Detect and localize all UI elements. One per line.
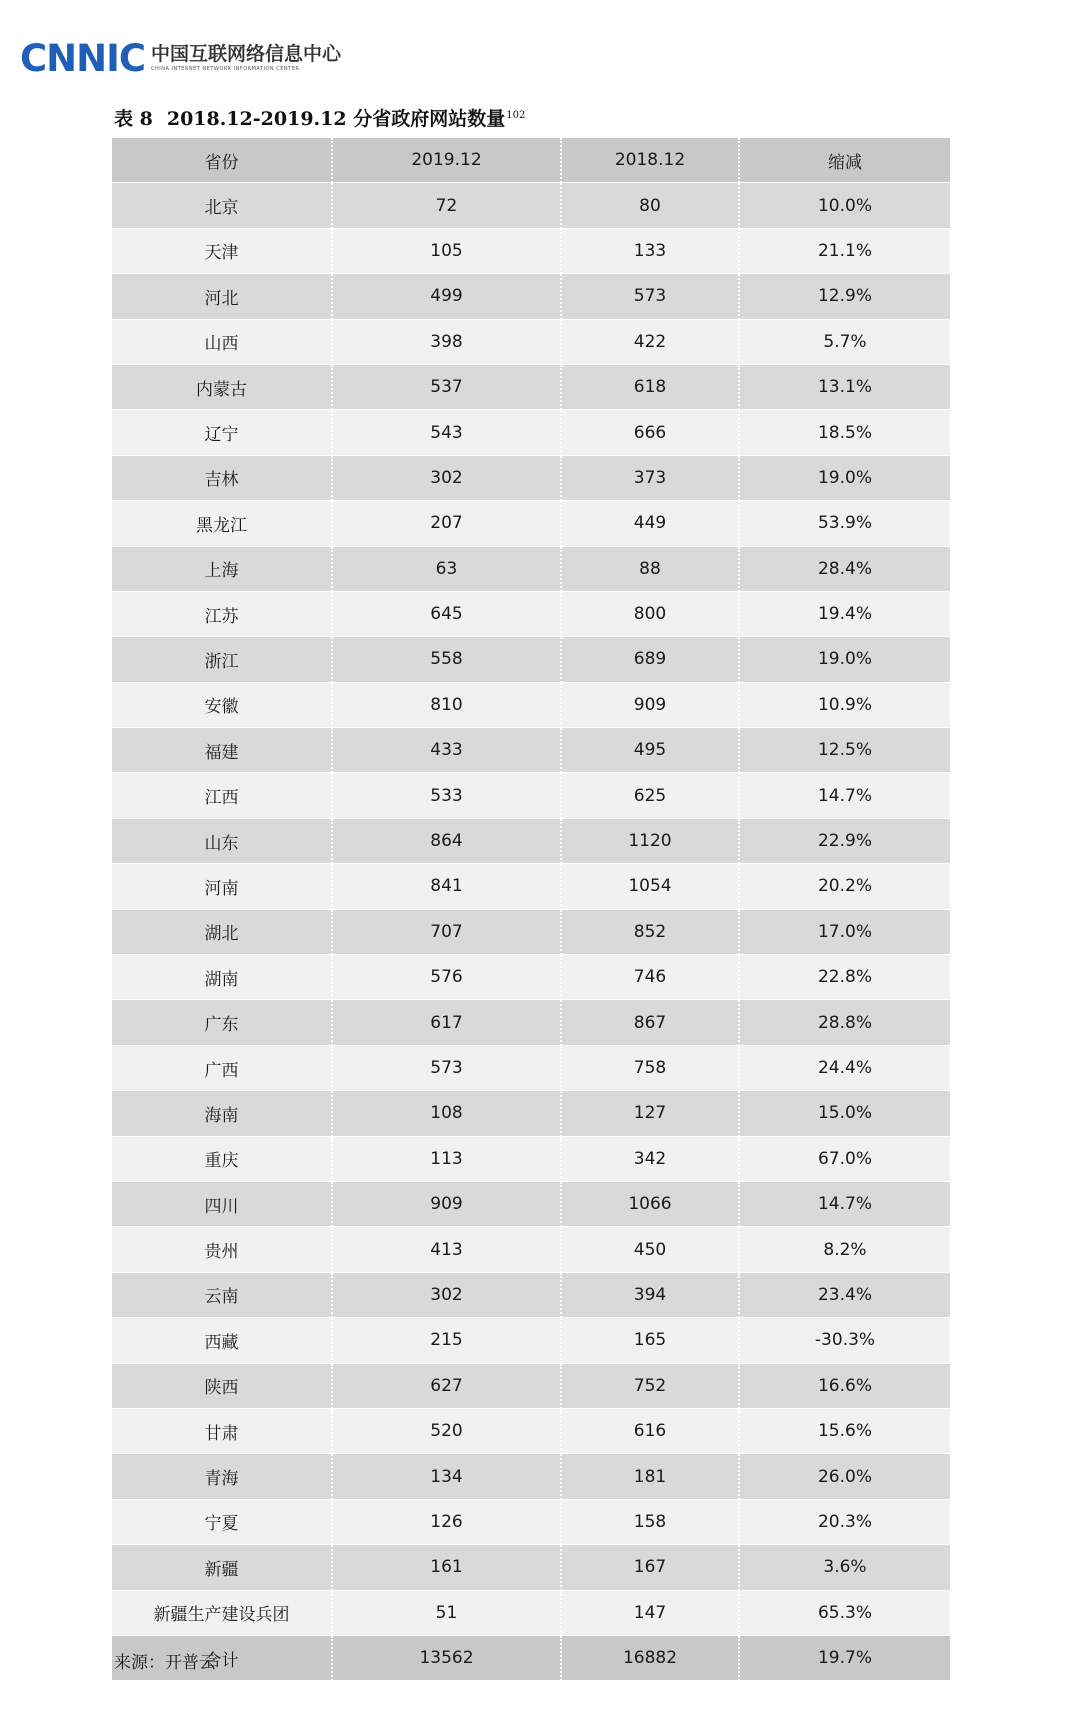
- cell-2018: 449: [561, 501, 739, 546]
- cell-reduction: 20.3%: [739, 1499, 950, 1544]
- cell-province: 江苏: [112, 591, 332, 636]
- header-reduction: 缩减: [739, 138, 950, 183]
- cell-reduction: 17.0%: [739, 909, 950, 954]
- table-total-row: [112, 1635, 950, 1680]
- cell-2018: 450: [561, 1227, 739, 1272]
- cell-reduction: 22.8%: [739, 955, 950, 1000]
- table-row: [112, 909, 950, 954]
- cell-2019: 617: [332, 1000, 561, 1045]
- cell-2019: 413: [332, 1227, 561, 1272]
- cell-reduction: 28.4%: [739, 546, 950, 591]
- total-2018: 16882: [561, 1635, 739, 1680]
- cell-2018: 342: [561, 1136, 739, 1181]
- cell-province: 云南: [112, 1272, 332, 1317]
- table-header-row: [112, 138, 950, 183]
- cell-reduction: 19.4%: [739, 591, 950, 636]
- table-row: [112, 1000, 950, 1045]
- cell-2018: 752: [561, 1363, 739, 1408]
- table-row: [112, 1318, 950, 1363]
- table-row: [112, 773, 950, 818]
- cell-reduction: 18.5%: [739, 410, 950, 455]
- cell-province: 辽宁: [112, 410, 332, 455]
- table-row: [112, 1499, 950, 1544]
- cell-2018: 158: [561, 1499, 739, 1544]
- cell-2019: 573: [332, 1045, 561, 1090]
- cell-reduction: 8.2%: [739, 1227, 950, 1272]
- header-province: 省份: [112, 138, 332, 183]
- cell-reduction: 19.0%: [739, 455, 950, 500]
- cell-2019: 558: [332, 637, 561, 682]
- table-row: [112, 1045, 950, 1090]
- cell-province: 江西: [112, 773, 332, 818]
- cell-province: 贵州: [112, 1227, 332, 1272]
- cell-2019: 63: [332, 546, 561, 591]
- table-row: [112, 1136, 950, 1181]
- cell-2019: 707: [332, 909, 561, 954]
- cell-reduction: 12.9%: [739, 274, 950, 319]
- cell-reduction: 21.1%: [739, 228, 950, 273]
- cell-province: 北京: [112, 183, 332, 228]
- cell-province: 湖南: [112, 955, 332, 1000]
- cell-2019: 499: [332, 274, 561, 319]
- cell-reduction: -30.3%: [739, 1318, 950, 1363]
- org-name-en: CHINA INTERNET NETWORK INFORMATION CENTER: [151, 65, 300, 72]
- cell-province: 安徽: [112, 682, 332, 727]
- cell-reduction: 20.2%: [739, 864, 950, 909]
- cell-reduction: 5.7%: [739, 319, 950, 364]
- cell-2018: 852: [561, 909, 739, 954]
- cell-province: 陕西: [112, 1363, 332, 1408]
- table-title: 2018.12-2019.12 分省政府网站数量: [166, 108, 506, 130]
- cell-province: 广西: [112, 1045, 332, 1090]
- cell-reduction: 19.0%: [739, 637, 950, 682]
- cell-reduction: 24.4%: [739, 1045, 950, 1090]
- table-row: [112, 1091, 950, 1136]
- cell-2018: 909: [561, 682, 739, 727]
- cell-2018: 165: [561, 1318, 739, 1363]
- cell-2019: 627: [332, 1363, 561, 1408]
- cell-2019: 207: [332, 501, 561, 546]
- table-row: [112, 682, 950, 727]
- cell-province: 重庆: [112, 1136, 332, 1181]
- table-row: [112, 818, 950, 863]
- table-row: [112, 228, 950, 273]
- cell-2018: 616: [561, 1408, 739, 1453]
- cnnic-logo: CNNIC: [20, 36, 146, 80]
- cell-province: 福建: [112, 728, 332, 773]
- cell-2019: 543: [332, 410, 561, 455]
- table-row: [112, 955, 950, 1000]
- table-row: [112, 591, 950, 636]
- org-name: [151, 44, 341, 72]
- cell-province: 青海: [112, 1454, 332, 1499]
- cell-province: 四川: [112, 1181, 332, 1226]
- table-row: [112, 1363, 950, 1408]
- cell-2019: 108: [332, 1091, 561, 1136]
- footnote-marker: 102: [506, 109, 526, 121]
- table-body: [112, 183, 950, 1636]
- cell-reduction: 65.3%: [739, 1590, 950, 1635]
- cell-2018: 181: [561, 1454, 739, 1499]
- cell-2019: 105: [332, 228, 561, 273]
- table-row: [112, 864, 950, 909]
- cell-2019: 113: [332, 1136, 561, 1181]
- cell-province: 宁夏: [112, 1499, 332, 1544]
- cell-province: 湖北: [112, 909, 332, 954]
- cell-2019: 909: [332, 1181, 561, 1226]
- cell-2019: 576: [332, 955, 561, 1000]
- cell-reduction: 3.6%: [739, 1545, 950, 1590]
- cell-2018: 1066: [561, 1181, 739, 1226]
- cell-2019: 302: [332, 455, 561, 500]
- province-website-table: [112, 138, 950, 1681]
- cell-province: 西藏: [112, 1318, 332, 1363]
- cell-2019: 537: [332, 364, 561, 409]
- table-row: [112, 274, 950, 319]
- cell-2018: 127: [561, 1091, 739, 1136]
- table-caption: [114, 104, 525, 131]
- cell-reduction: 16.6%: [739, 1363, 950, 1408]
- cell-province: 广东: [112, 1000, 332, 1045]
- cell-2018: 373: [561, 455, 739, 500]
- cell-2018: 495: [561, 728, 739, 773]
- cell-reduction: 22.9%: [739, 818, 950, 863]
- cell-reduction: 13.1%: [739, 364, 950, 409]
- cell-2019: 810: [332, 682, 561, 727]
- table-row: [112, 1408, 950, 1453]
- cell-reduction: 14.7%: [739, 1181, 950, 1226]
- cell-2018: 147: [561, 1590, 739, 1635]
- cell-province: 海南: [112, 1091, 332, 1136]
- table-number: 表 8: [114, 108, 153, 130]
- cell-province: 浙江: [112, 637, 332, 682]
- cell-2019: 215: [332, 1318, 561, 1363]
- cell-province: 山西: [112, 319, 332, 364]
- cell-2018: 746: [561, 955, 739, 1000]
- cell-2019: 520: [332, 1408, 561, 1453]
- cell-reduction: 12.5%: [739, 728, 950, 773]
- cell-reduction: 53.9%: [739, 501, 950, 546]
- cell-2019: 433: [332, 728, 561, 773]
- cell-2018: 666: [561, 410, 739, 455]
- cell-2019: 864: [332, 818, 561, 863]
- cell-2019: 51: [332, 1590, 561, 1635]
- cell-2019: 533: [332, 773, 561, 818]
- cell-reduction: 23.4%: [739, 1272, 950, 1317]
- cell-reduction: 15.0%: [739, 1091, 950, 1136]
- table-row: [112, 183, 950, 228]
- cell-reduction: 15.6%: [739, 1408, 950, 1453]
- cell-2019: 398: [332, 319, 561, 364]
- cell-2018: 800: [561, 591, 739, 636]
- cell-2018: 394: [561, 1272, 739, 1317]
- cell-province: 新疆: [112, 1545, 332, 1590]
- cell-2019: 126: [332, 1499, 561, 1544]
- table-row: [112, 728, 950, 773]
- table-row: [112, 1454, 950, 1499]
- table-row: [112, 1590, 950, 1635]
- cell-reduction: 14.7%: [739, 773, 950, 818]
- cell-2018: 167: [561, 1545, 739, 1590]
- cell-2018: 80: [561, 183, 739, 228]
- cell-province: 山东: [112, 818, 332, 863]
- cell-2019: 302: [332, 1272, 561, 1317]
- header-2018: 2018.12: [561, 138, 739, 183]
- cell-2018: 625: [561, 773, 739, 818]
- page-header: [20, 36, 342, 80]
- table-row: [112, 546, 950, 591]
- cell-province: 甘肃: [112, 1408, 332, 1453]
- cell-2019: 645: [332, 591, 561, 636]
- cell-province: 河南: [112, 864, 332, 909]
- total-reduction: 19.7%: [739, 1635, 950, 1680]
- cell-2019: 134: [332, 1454, 561, 1499]
- table-row: [112, 637, 950, 682]
- cell-province: 黑龙江: [112, 501, 332, 546]
- table-row: [112, 410, 950, 455]
- cell-reduction: 10.9%: [739, 682, 950, 727]
- cell-2019: 161: [332, 1545, 561, 1590]
- cell-reduction: 10.0%: [739, 183, 950, 228]
- cell-reduction: 67.0%: [739, 1136, 950, 1181]
- table-row: [112, 1545, 950, 1590]
- cell-province: 吉林: [112, 455, 332, 500]
- source-note: 来源：开普云: [114, 1653, 216, 1673]
- cell-2018: 422: [561, 319, 739, 364]
- cell-2018: 1120: [561, 818, 739, 863]
- table-row: [112, 319, 950, 364]
- table-row: [112, 455, 950, 500]
- table-row: [112, 364, 950, 409]
- cell-province: 天津: [112, 228, 332, 273]
- cell-2018: 618: [561, 364, 739, 409]
- cell-2018: 573: [561, 274, 739, 319]
- cell-2018: 689: [561, 637, 739, 682]
- table-row: [112, 1227, 950, 1272]
- table-row: [112, 1181, 950, 1226]
- cell-reduction: 26.0%: [739, 1454, 950, 1499]
- total-2019: 13562: [332, 1635, 561, 1680]
- header-2019: 2019.12: [332, 138, 561, 183]
- cell-2018: 88: [561, 546, 739, 591]
- cell-2019: 841: [332, 864, 561, 909]
- cell-reduction: 28.8%: [739, 1000, 950, 1045]
- table-row: [112, 501, 950, 546]
- cell-2018: 867: [561, 1000, 739, 1045]
- table-row: [112, 1272, 950, 1317]
- total-label: 合计: [112, 1635, 332, 1680]
- cell-2018: 758: [561, 1045, 739, 1090]
- org-name-cn: 中国互联网络信息中心: [151, 43, 342, 66]
- cell-2019: 72: [332, 183, 561, 228]
- cell-province: 上海: [112, 546, 332, 591]
- cell-2018: 1054: [561, 864, 739, 909]
- cell-province: 河北: [112, 274, 332, 319]
- cell-2018: 133: [561, 228, 739, 273]
- cell-province: 内蒙古: [112, 364, 332, 409]
- cell-province: 新疆生产建设兵团: [112, 1590, 332, 1635]
